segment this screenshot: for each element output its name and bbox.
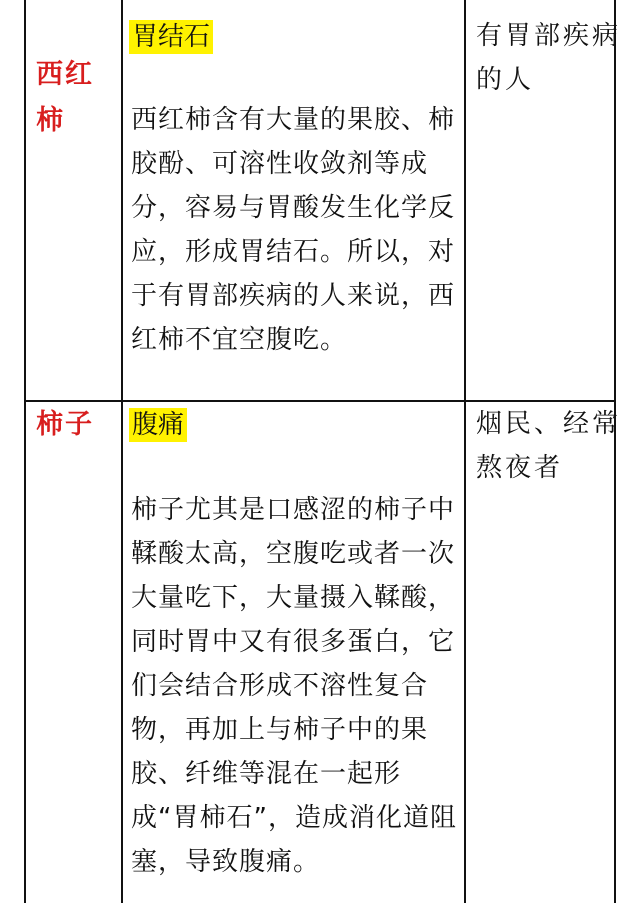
target-group-tomato: 有胃部疾病的人	[476, 21, 622, 95]
column-divider-1	[121, 0, 123, 903]
target-group-persimmon: 烟民、经常熬夜者	[476, 409, 622, 483]
explanation-persimmon: 柿子尤其是口感涩的柿子中鞣酸太高，空腹吃或者一次大量吃下，大量摄入鞣酸，同时胃中又有很多蛋白，它们会结合形成不溶性复合物，再加上与柿子中的果胶、纤维等混在一起形成“胃柿石”，造成消化道阻塞，导致腹痛。	[131, 495, 457, 877]
column-divider-2	[464, 0, 466, 903]
food-name-tomato: 西红柿	[36, 59, 94, 136]
explanation-tomato: 西红柿含有大量的果胶、柿胶酚、可溶性收敛剂等成分，容易与胃酸发生化学反应，形成胃结石。所以，对于有胃部疾病的人来说，西红柿不宜空腹吃。	[131, 105, 456, 355]
table-border-left	[24, 0, 26, 903]
problem-tag-abdominal-pain: 腹痛	[129, 408, 187, 442]
problem-tag-gastric-stone: 胃结石	[129, 20, 213, 54]
food-name-persimmon: 柿子	[36, 409, 94, 440]
